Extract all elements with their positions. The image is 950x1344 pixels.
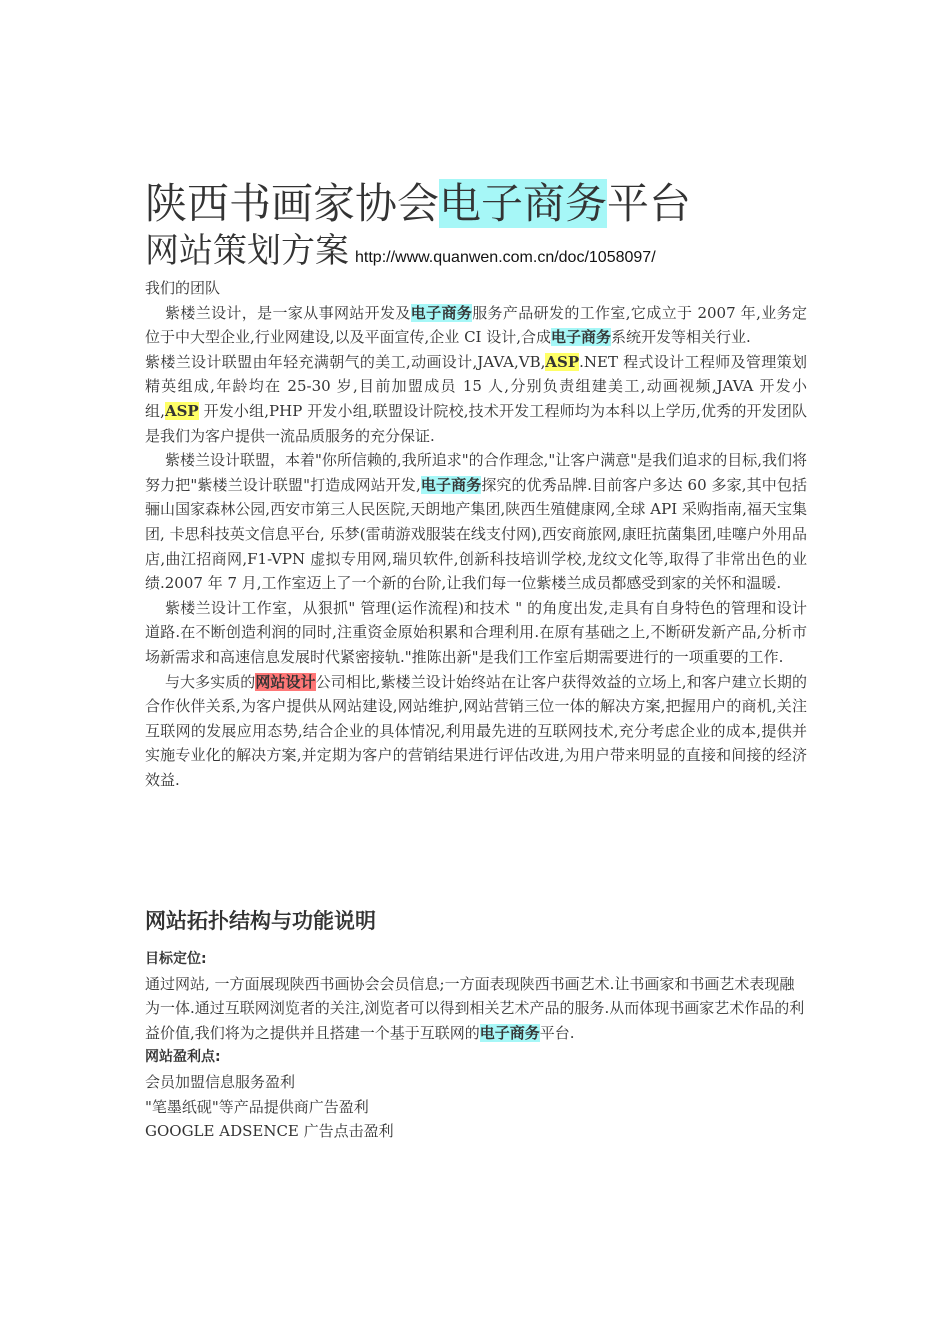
highlight-term: 电子商务 bbox=[551, 328, 612, 347]
profit-label: 网站盈利点: bbox=[145, 1049, 221, 1066]
list-item: "笔墨纸砚"等产品提供商广告盈利 bbox=[145, 1097, 369, 1116]
highlight-term: 电子商务 bbox=[410, 303, 473, 322]
body-text bbox=[145, 276, 807, 792]
paragraph: 紫楼兰设计工作室，从狠抓" 管理(运作流程)和技术 " 的角度出发,走具有自身特色的管理和设计道路.在不断创造利润的同时,注重资金原始积累和合理利用.在原有基础之上,不断研发新产品,分析市场新需求和高速信息发展时代紧密接轨."推陈出新"是我们工作室后期需要进行的一项重要的工作. bbox=[145, 598, 807, 666]
team-label: 我们的团队 bbox=[145, 279, 221, 297]
highlight-term: ASP bbox=[545, 352, 580, 371]
highlight-term: 电子商务 bbox=[439, 179, 608, 228]
highlight-term: 网站设计 bbox=[255, 672, 316, 691]
page-subtitle: 网站策划方案 http://www.quanwen.com.cn/doc/1058097/ bbox=[145, 231, 656, 271]
highlight-term: 电子商务 bbox=[479, 1023, 540, 1042]
list-item: GOOGLE ADSENCE 广告点击盈利 bbox=[145, 1122, 394, 1141]
paragraph: 紫楼兰设计联盟，本着"你所信赖的,我所追求"的合作理念,"让客户满意"是我们追求的目标,我们将努力把"紫楼兰设计联盟"打造成网站开发,电子商务探究的优秀品牌.目前客户多达 60 多家,其中包括骊山国家森林公园,西安市第三人民医院,天朗地产集团,陕西生殖健康网,全球 API 采购指南,福天宝集团, 卡思科技英文信息平台, 乐梦(雷萌游戏服装在线支付网),西安商旅网,康旺抗菌集团,哇噻户外用品店,曲江招商网,F1-VPN 虚拟专用网,瑞贝软件,创新科技培训学校,龙纹文化等,取得了非常出色的业绩.2007 年 7 月,工作室迈上了一个新的台阶,让我们每一位紫楼兰成员都感受到家的关怀和温暖. bbox=[145, 451, 807, 593]
paragraph: 紫楼兰设计联盟由年轻充满朝气的美工,动画设计,JAVA,VB,ASP.NET 程式设计工程师及管理策划精英组成,年龄均在 25-30 岁,目前加盟成员 15 人,分别负责组建美工,动画视频,JAVA 开发小组,ASP 开发小组,PHP 开发小组,联盟设计院校,技术开发工程师均为本科以上学历,优秀的开发团队是我们为客户提供一流品质服务的充分保证. bbox=[145, 352, 807, 445]
section-heading: 网站拓扑结构与功能说明 bbox=[145, 909, 376, 933]
highlight-term: ASP bbox=[164, 401, 199, 420]
target-label: 目标定位: bbox=[145, 951, 207, 967]
page-title: 陕西书画家协会电子商务平台 bbox=[145, 179, 692, 228]
section-content bbox=[145, 947, 807, 1144]
highlight-term: 电子商务 bbox=[420, 475, 482, 494]
list-item: 会员加盟信息服务盈利 bbox=[145, 1072, 296, 1091]
paragraph: 通过网站, 一方面展现陕西书画协会会员信息;一方面表现陕西书画艺术.让书画家和书画艺术表现融为一体.通过互联网浏览者的关注,浏览者可以得到相关艺术产品的服务.从而体现书画家艺术作品的利益价值,我们将为之提供并且搭建一个基于互联网的电子商务平台. bbox=[145, 974, 805, 1042]
source-url[interactable]: http://www.quanwen.com.cn/doc/1058097/ bbox=[355, 249, 656, 266]
paragraph: 紫楼兰设计，是一家从事网站开发及电子商务服务产品研发的工作室,它成立于 2007 年,业务定位于中大型企业,行业网建设,以及平面宣传,企业 CI 设计,合成电子商务系统开发等相关行业. bbox=[145, 303, 807, 347]
paragraph: 与大多实质的网站设计公司相比,紫楼兰设计始终站在让客户获得效益的立场上,和客户建立长期的合作伙伴关系,为客户提供从网站建设,网站维护,网站营销三位一体的解决方案,把握用户的商机,关注互联网的发展应用态势,结合企业的具体情况,利用最先进的互联网技术,充分考虑企业的成本,提供并实施专业化的解决方案,并定期为客户的营销结果进行评估改进,为用户带来明显的直接和间接的经济效益. bbox=[145, 672, 807, 789]
